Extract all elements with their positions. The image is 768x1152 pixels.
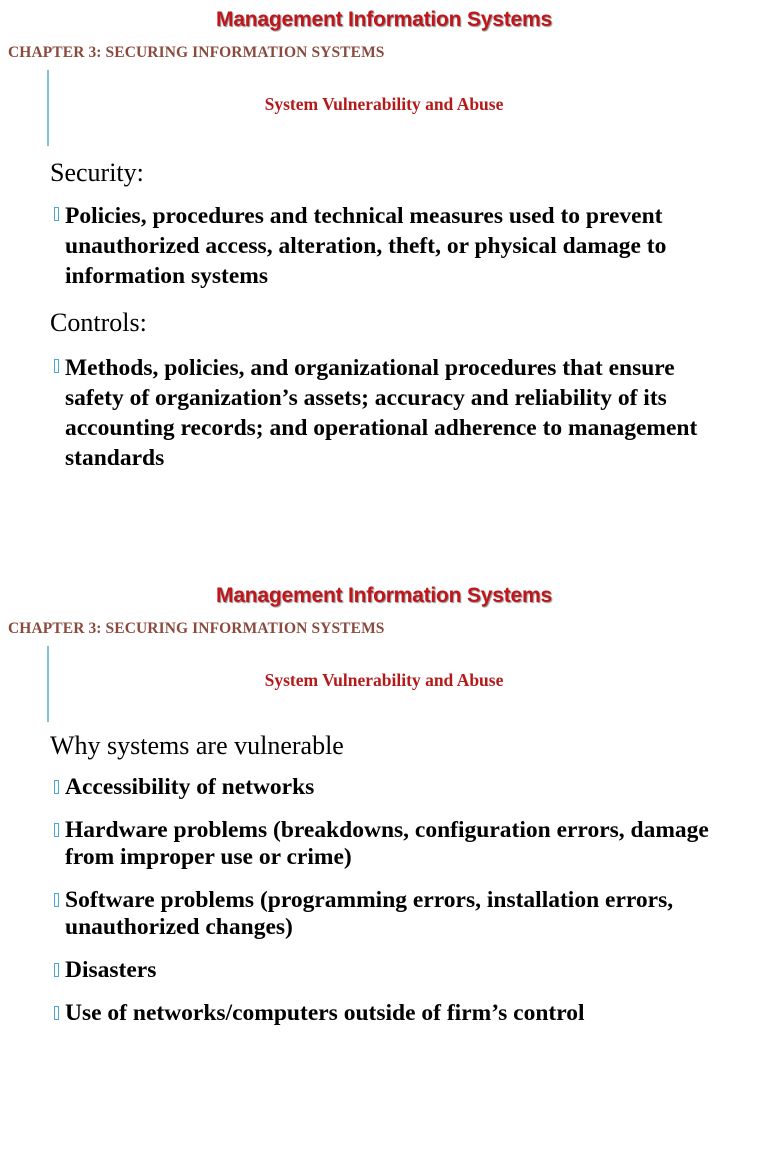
- bullet-text: Disasters: [65, 957, 157, 983]
- bullet-item: [50, 887, 730, 941]
- slide-title: Management Information Systems: [216, 8, 552, 31]
- bullet-item: [50, 201, 730, 291]
- bullet-text: Policies, procedures and technical measures used to prevent unauthorized access, alteration, theft, or physical damage to information systems: [65, 203, 667, 289]
- block-controls: [50, 308, 730, 473]
- bullet-text: Accessibility of networks: [65, 774, 315, 800]
- bullet-item: [50, 774, 730, 801]
- bullet-marker-icon: [54, 207, 59, 221]
- bullet-item: [50, 957, 730, 984]
- bullet-text: Hardware problems (breakdowns, configuration errors, damage from improper use or crime): [65, 817, 709, 870]
- controls-heading: Controls:: [50, 308, 147, 337]
- bullet-item: [50, 1000, 730, 1027]
- section-title: System Vulnerability and Abuse: [264, 94, 504, 114]
- section-title: System Vulnerability and Abuse: [264, 670, 504, 690]
- slide-title: Management Information Systems: [216, 584, 552, 607]
- bullet-marker-icon: [54, 780, 59, 794]
- block-security: [50, 158, 730, 291]
- security-heading: Security:: [50, 158, 144, 187]
- bullet-marker-icon: [54, 893, 59, 907]
- bullet-text: Methods, policies, and organizational procedures that ensure safety of organization’s assets; accuracy and reliability of its accounting records; and operational adherence to management standards: [65, 355, 698, 471]
- bullet-text: Software problems (programming errors, installation errors, unauthorized changes): [65, 887, 674, 940]
- bullet-marker-icon: [54, 823, 59, 837]
- bullet-marker-icon: [54, 1006, 59, 1020]
- block-vulnerable: [50, 731, 730, 1027]
- slide-2: [0, 576, 768, 1152]
- bullet-item: [50, 353, 730, 473]
- bullet-marker-icon: [54, 963, 59, 977]
- bullet-item: [50, 817, 730, 871]
- bullet-marker-icon: [54, 359, 59, 373]
- bullet-text: Use of networks/computers outside of firm’s control: [65, 1000, 585, 1026]
- chapter-label: CHAPTER 3: SECURING INFORMATION SYSTEMS: [8, 620, 385, 637]
- vulnerable-heading: Why systems are vulnerable: [50, 731, 344, 760]
- chapter-label: CHAPTER 3: SECURING INFORMATION SYSTEMS: [8, 44, 385, 61]
